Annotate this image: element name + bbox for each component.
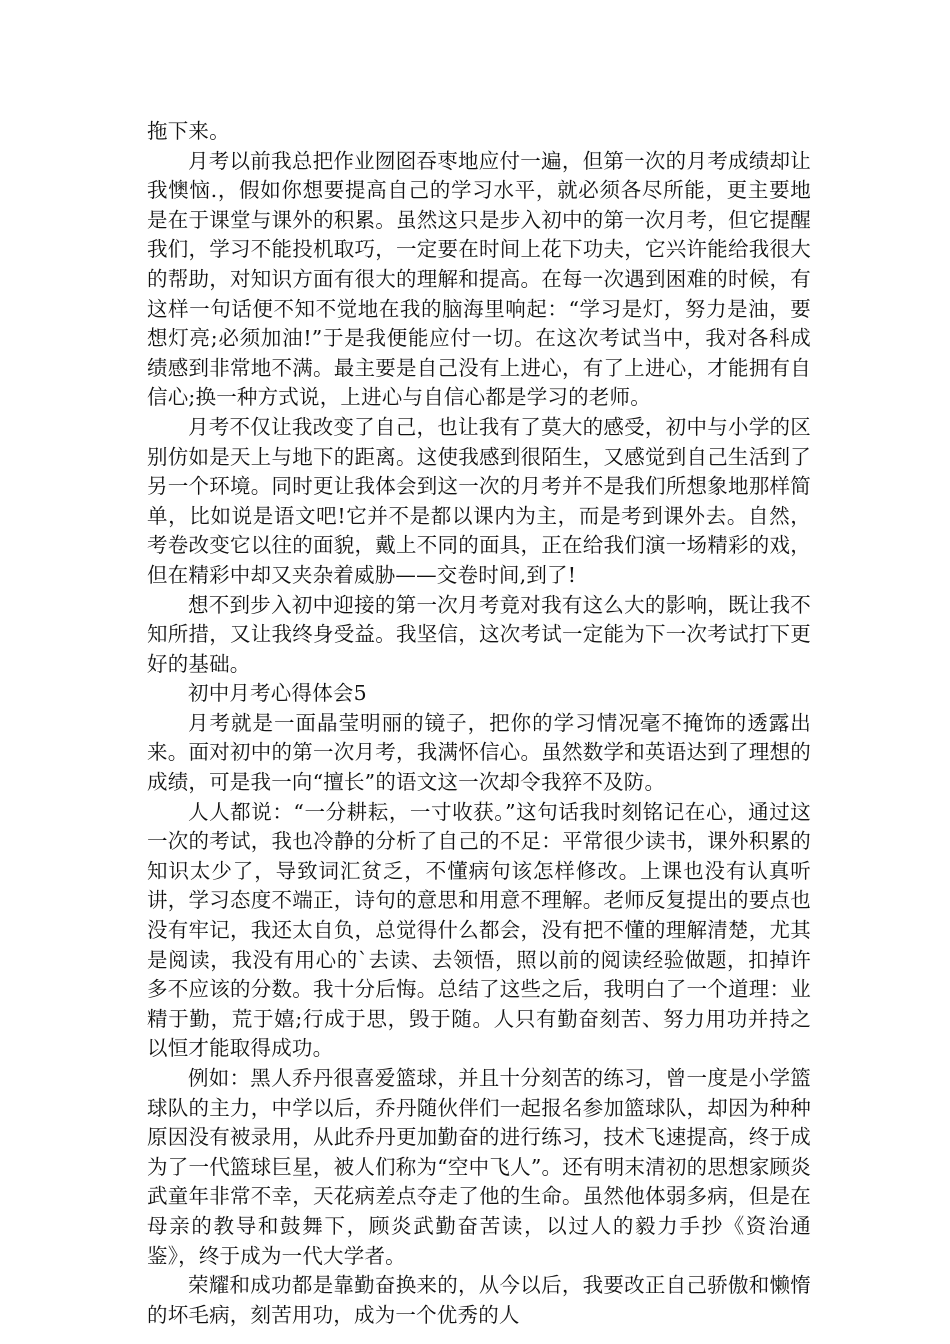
paragraph: 荣耀和成功都是靠勤奋换来的，从今以后，我要改正自己骄傲和懒惰的坏毛病，刻苦用功，成为一个优秀的人: [147, 1273, 811, 1327]
paragraph: 例如：黑人乔丹很喜爱篮球，并且十分刻苦的练习，曾一度是小学篮球队的主力，中学以后，乔丹随伙伴们一起报名参加篮球队，却因为种种原因没有被录用，从此乔丹更加勤奋的进行练习，技术飞速提高，终于成为了一代篮球巨星，被人们称为“空中飞人”。还有明末清初的思想家顾炎武童年非常不幸，天花病差点夺走了他的生命。虽然他体弱多病，但是在母亲的教导和鼓舞下，顾炎武勤奋苦读，以过人的毅力手抄《资治通鉴》，终于成为一代大学者。: [147, 1066, 811, 1268]
section-heading: 初中月考心得体会5: [188, 681, 367, 706]
document-page: [147, 117, 811, 1330]
paragraph: 想不到步入初中迎接的第一次月考竟对我有这么大的影响，既让我不知所措，又让我终身受益。我坚信，这次考试一定能为下一次考试打下更好的基础。: [147, 592, 811, 676]
paragraph-continuation: 拖下来。: [147, 119, 230, 143]
paragraph: 月考以前我总把作业囫囵吞枣地应付一遍，但第一次的月考成绩却让我懊恼.，假如你想要提高自己的学习水平，就必须各尽所能，更主要地是在于课堂与课外的积累。虽然这只是步入初中的第一次月考，但它提醒我们，学习不能投机取巧，一定要在时间上花下功夫，它兴许能给我很大的帮助，对知识方面有很大的理解和提高。在每一次遇到困难的时候，有这样一句话便不知不觉地在我的脑海里响起：“学习是灯，努力是油，要想灯亮;必须加油!”于是我便能应付一切。在这次考试当中，我对各科成绩感到非常地不满。最主要是自己没有上进心，有了上进心，才能拥有自信心;换一种方式说，上进心与自信心都是学习的老师。: [147, 148, 811, 410]
paragraph: 人人都说：“一分耕耘，一寸收获。”这句话我时刻铭记在心，通过这一次的考试，我也冷静的分析了自己的不足：平常很少读书，课外积累的知识太少了，导致词汇贫乏，不懂病句该怎样修改。上课也没有认真听讲，学习态度不端正，诗句的意思和用意不理解。老师反复提出的要点也没有牢记，我还太自负，总觉得什么都会，没有把不懂的理解清楚，尤其是阅读，我没有用心的`去读、去领悟，照以前的阅读经验做题，扣掉许多不应该的分数。我十分后悔。总结了这些之后，我明白了一个道理：业精于勤，荒于嬉;行成于思，毁于随。人只有勤奋刻苦、努力用功并持之以恒才能取得成功。: [147, 799, 811, 1061]
paragraph: 月考就是一面晶莹明丽的镜子，把你的学习情况毫不掩饰的透露出来。面对初中的第一次月考，我满怀信心。虽然数学和英语达到了理想的成绩，可是我一向“擅长”的语文这一次却令我猝不及防。: [147, 710, 811, 795]
paragraph: 月考不仅让我改变了自己，也让我有了莫大的感受，初中与小学的区别仿如是天上与地下的距离。这使我感到很陌生，又感觉到自己生活到了另一个环境。同时更让我体会到这一次的月考并不是我们所想象地那样简单，比如说是语文吧!它并不是都以课内为主，而是考到课外去。自然，考卷改变它以往的面貌，戴上不同的面具，正在给我们演一场精彩的戏，但在精彩中却又夹杂着威胁——交卷时间,到了!: [147, 414, 811, 587]
